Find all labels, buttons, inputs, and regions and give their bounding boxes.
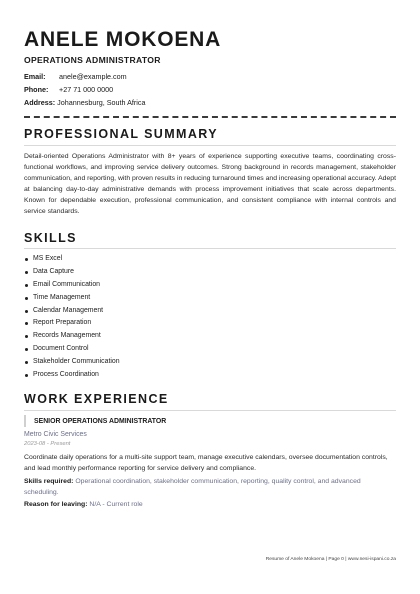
job-description: Coordinate daily operations for a multi-site support team, manage executive calendars, oversee documentation controls, and lead monthly performance reporting for service delivery and compliance. [24, 454, 388, 472]
job-skills-value: Operational coordination, stakeholder communication, reporting, quality control, and advanced scheduling. [24, 478, 361, 496]
skill-item: MS Excel [24, 253, 120, 266]
candidate-name: ANELE MOKOENA [24, 28, 222, 51]
skills-list [24, 253, 120, 382]
header-divider [24, 116, 396, 118]
job-reason-label: Reason for leaving: [24, 501, 88, 508]
skill-item: Records Management [24, 330, 120, 343]
summary-text: Detail-oriented Operations Administrator with 8+ years of experience supporting executive teams, coordinating cross-functional workflows, and improving service delivery outcomes. Strong background in records management, stakeholder communication, and reporting, with proven results in reducing turnaround times and increasing operational accuracy. Adept at balancing day-to-day administrative demands with process improvement initiatives that scale across departments. Known for dependable execution, professional communication, and consistent compliance with internal controls and service standards. [24, 153, 396, 215]
address-value: Johannesburg, South Africa [57, 98, 146, 107]
phone-label: Phone: [24, 85, 49, 94]
job-entry-header [24, 415, 396, 427]
contact-email [24, 72, 127, 82]
skills-heading: SKILLS [24, 231, 77, 245]
contact-address [24, 98, 145, 108]
skill-item: Report Preparation [24, 317, 120, 330]
skill-item: Time Management [24, 292, 120, 305]
job-reason-value: N/A - Current role [89, 501, 143, 508]
address-label: Address: [24, 98, 56, 107]
skill-item: Stakeholder Communication [24, 356, 120, 369]
skill-item: Process Coordination [24, 369, 120, 382]
job-title-bar [24, 415, 396, 427]
phone-value: +27 71 000 0000 [59, 85, 114, 94]
candidate-title: OPERATIONS ADMINISTRATOR [24, 55, 161, 65]
summary-heading: PROFESSIONAL SUMMARY [24, 127, 218, 141]
email-value: anele@example.com [59, 72, 127, 81]
job-skills-label: Skills required: [24, 478, 74, 485]
job-company: Metro Civic Services [24, 431, 87, 438]
skill-item: Calendar Management [24, 305, 120, 318]
job-title: SENIOR OPERATIONS ADMINISTRATOR [34, 418, 167, 425]
job-dates: 2023-08 - Present [24, 441, 71, 447]
experience-divider [24, 410, 396, 411]
experience-heading: WORK EXPERIENCE [24, 392, 169, 406]
page-footer: Resume of Anele Mokoena | Page 0 | www.nesi-ispani.co.za [265, 557, 396, 562]
contact-phone [24, 85, 113, 95]
skill-item: Document Control [24, 343, 120, 356]
skill-item: Data Capture [24, 266, 120, 279]
skills-divider [24, 248, 396, 249]
job-skills [24, 476, 396, 498]
email-label: Email: [24, 72, 46, 81]
summary-divider [24, 145, 396, 146]
skill-item: Email Communication [24, 279, 120, 292]
job-reason [24, 499, 396, 510]
